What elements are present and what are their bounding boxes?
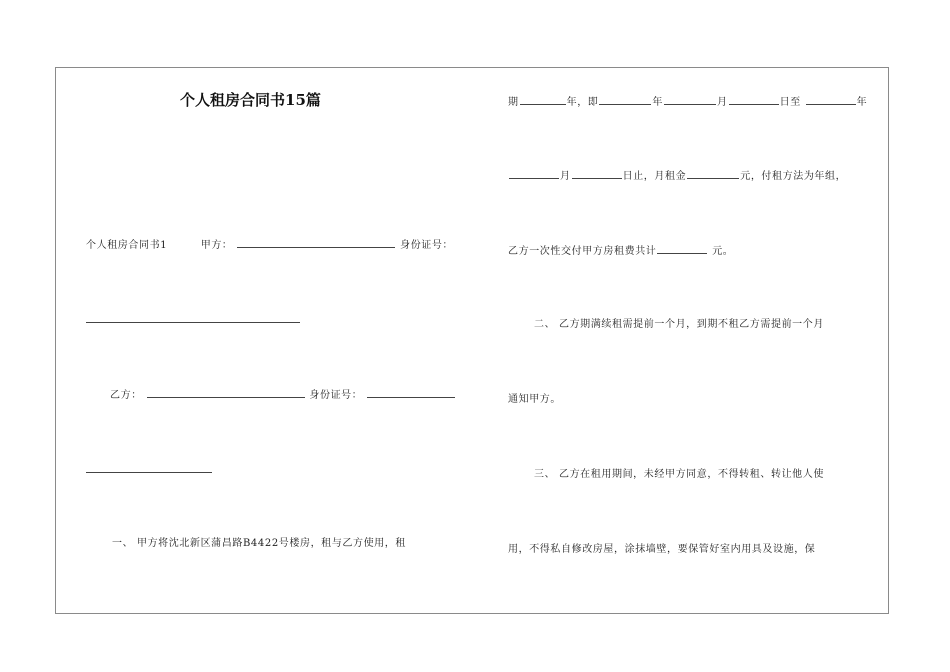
right-line-1 [508,94,867,110]
page-frame [55,67,889,614]
term-years-label: 年，即 [566,97,599,108]
party-b-blank[interactable] [147,387,305,398]
end-month-blank[interactable] [509,168,559,179]
party-a-label: 甲方： [200,240,233,251]
clause-2-line: 二、 乙方期满续租需提前一个月，到期不租乙方需提前一个月 [534,319,824,330]
clause-2-line-2: 通知甲方。 [508,394,561,405]
party-b-label: 乙方： [110,390,142,401]
end-month-label: 月 [560,171,571,182]
left-line-3 [110,387,456,403]
party-a-blank[interactable] [237,237,395,248]
start-year-blank[interactable] [599,94,651,105]
total-rent-unit: 元。 [712,246,734,257]
party-a-id-blank[interactable] [86,322,300,323]
clause-3-line-2: 用，不得私自修改房屋，涂抹墙壁，要保管好室内用具及设施，保 [508,544,816,555]
total-rent-label: 乙方一次性交付甲方房租费共计 [508,246,657,257]
left-line-1 [86,237,453,253]
party-b-id-blank-2[interactable] [86,472,212,473]
party-b-id-label: 身份证号： [309,390,363,401]
rent-blank[interactable] [687,168,739,179]
contract-heading: 个人租房合同书1 [86,240,168,251]
rent-label: 日止，月租金 [622,171,687,182]
end-year-label: 年 [856,97,868,108]
right-line-2 [508,168,846,184]
end-day-blank[interactable] [572,168,622,179]
clause-1-line: 一、 甲方将沈北新区蒲昌路B4422号楼房，租与乙方使用，租 [112,538,406,549]
term-years-blank[interactable] [520,94,566,105]
party-b-id-blank[interactable] [367,387,455,398]
end-year-blank[interactable] [806,94,856,105]
document-title: 个人租房合同书15篇 [180,91,321,109]
payment-method-label: 元，付租方法为年组， [740,171,847,182]
start-year-label: 年 [652,97,664,108]
total-rent-blank[interactable] [657,243,707,254]
start-month-label: 月 [717,97,728,108]
term-label: 期 [508,97,519,108]
party-a-id-label: 身份证号： [400,240,454,251]
right-line-3 [508,243,733,259]
start-month-blank[interactable] [664,94,716,105]
start-day-blank[interactable] [729,94,779,105]
start-day-label: 日至 [779,97,801,108]
clause-3-line: 三、 乙方在租用期间，未经甲方同意，不得转租、转让他人使 [534,469,824,480]
